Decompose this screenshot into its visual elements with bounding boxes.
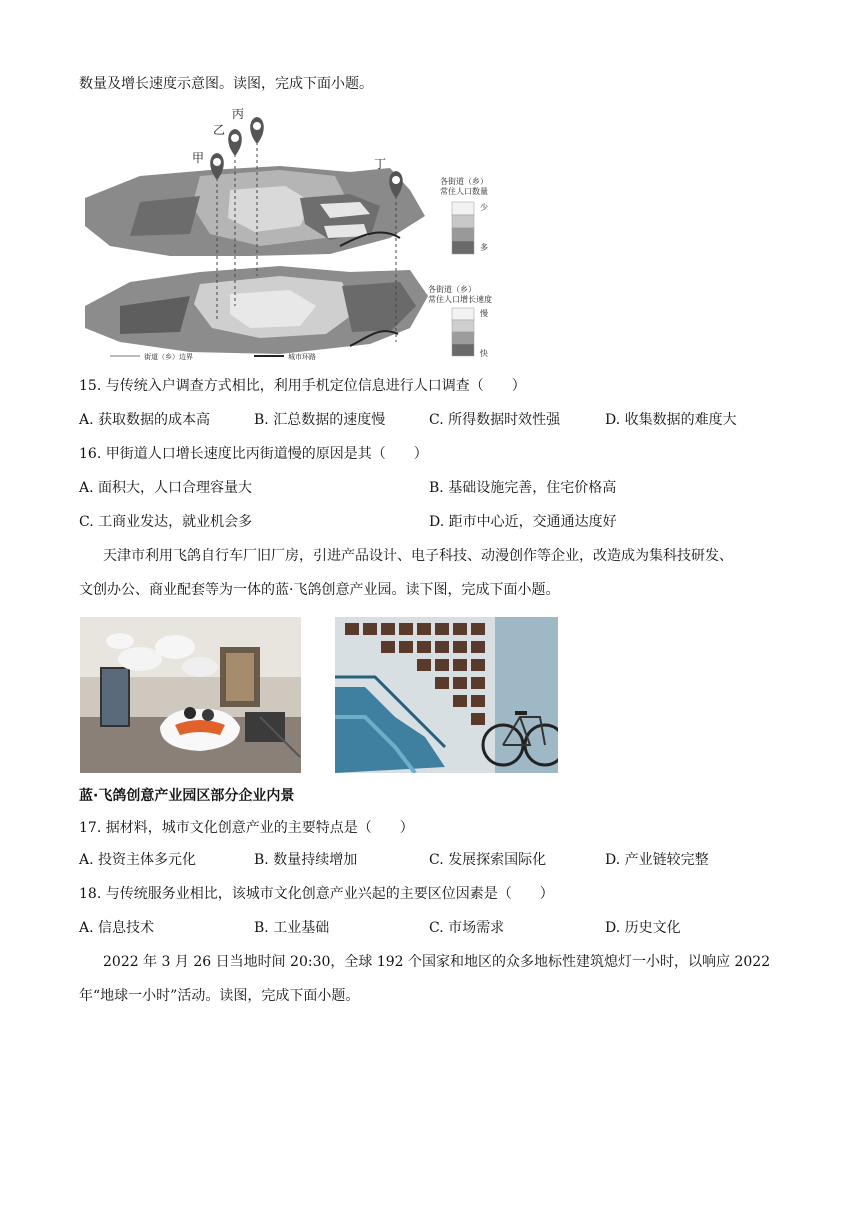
q18-option-d: D. 历史文化 [605, 920, 681, 936]
legend-population-count [440, 176, 488, 254]
marker-ding-label: 丁 [374, 157, 387, 171]
population-count-layer [85, 166, 425, 256]
q17-option-d: D. 产业链较完整 [605, 852, 709, 868]
svg-text:各街道（乡）: 各街道（乡） [428, 285, 476, 294]
marker-jia-label: 甲 [192, 151, 205, 165]
q18-stem: 18. 与传统服务业相比，该城市文化创意产业兴起的主要区位因素是（ ） [79, 886, 554, 902]
q15-option-b: B. 汇总数据的速度慢 [254, 412, 386, 428]
q15-option-d: D. 收集数据的难度大 [605, 412, 737, 428]
intro-line: 数量及增长速度示意图。读图，完成下面小题。 [79, 76, 373, 92]
q16-option-c: C. 工商业发达，就业机会多 [79, 514, 253, 530]
population-map-figure [80, 106, 520, 364]
marker-bing-label: 丙 [232, 107, 245, 121]
svg-text:各街道（乡）: 各街道（乡） [440, 177, 488, 186]
svg-text:常住人口数量: 常住人口数量 [440, 187, 488, 196]
passage2-line1: 天津市利用飞鸽自行车厂旧厂房，引进产品设计、电子科技、动漫创作等企业，改造成为集科技研发、 [103, 548, 733, 564]
q17-option-b: B. 数量持续增加 [254, 852, 358, 868]
q15-option-c: C. 所得数据时效性强 [429, 412, 561, 428]
marker-yi-label: 乙 [213, 123, 226, 137]
svg-text:常住人口增长速度: 常住人口增长速度 [428, 295, 492, 304]
q18-option-c: C. 市场需求 [429, 920, 505, 936]
svg-text:少: 少 [480, 203, 488, 212]
q16-stem: 16. 甲街道人口增长速度比丙街道慢的原因是其（ ） [79, 446, 428, 462]
q15-stem: 15. 与传统入户调查方式相比，利用手机定位信息进行人口调查（ ） [79, 378, 526, 394]
q17-option-c: C. 发展探索国际化 [429, 852, 547, 868]
passage3-line1: 2022 年 3 月 26 日当地时间 20:30，全球 192 个国家和地区的众多地标性建筑熄灯一小时，以响应 2022 [103, 954, 771, 970]
photo-caption: 蓝·飞鸽创意产业园区部分企业内景 [79, 788, 295, 804]
population-growth-layer [85, 266, 428, 354]
legend-population-growth [428, 284, 492, 358]
q18-option-a: A. 信息技术 [79, 920, 155, 936]
office-interior-photo [80, 617, 301, 773]
passage3-line2: 年“地球一小时”活动。读图，完成下面小题。 [79, 988, 360, 1004]
q17-stem: 17. 据材料，城市文化创意产业的主要特点是（ ） [79, 820, 414, 836]
q15-option-a: A. 获取数据的成本高 [79, 412, 211, 428]
q17-option-a: A. 投资主体多元化 [79, 852, 197, 868]
q18-option-b: B. 工业基础 [254, 920, 330, 936]
svg-text:慢: 慢 [480, 309, 488, 318]
svg-text:多: 多 [480, 243, 488, 252]
svg-text:城市环路: 城市环路 [288, 353, 316, 361]
svg-text:快: 快 [480, 349, 488, 358]
svg-text:街道（乡）边界: 街道（乡）边界 [144, 353, 193, 361]
staircase-photo [335, 617, 558, 773]
marker-yi-icon [213, 123, 242, 156]
passage2-line2: 文创办公、商业配套等为一体的蓝·飞鸽创意产业园。读下图，完成下面小题。 [79, 582, 560, 598]
q16-option-d: D. 距市中心近，交通通达度好 [429, 514, 617, 530]
q16-option-b: B. 基础设施完善，住宅价格高 [429, 480, 617, 496]
q16-option-a: A. 面积大，人口合理容量大 [79, 480, 253, 496]
